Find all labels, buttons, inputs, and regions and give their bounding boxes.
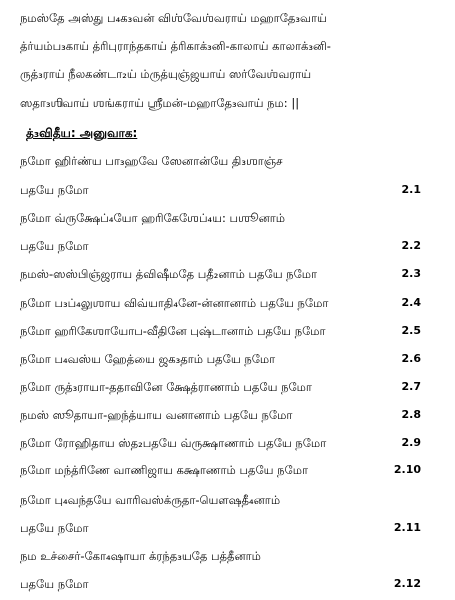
verse-line: நமோ ஹிர்ண்ய பா₃ஹவே ஸேனான்யே தி₃ஶாஞ்ச: [20, 154, 283, 168]
verse-line: நமோ பு₄வந்தயே வாரிவஸ்க்ருதா-யௌஷதீ₄னாம்: [20, 493, 281, 507]
verse-line: நமோ ருத்₃ராயா-ததாவினே க்ஷேத்ராணாம் பதயே நமோ: [20, 380, 312, 394]
verse-number: 2.7: [401, 380, 421, 393]
verse-number: 2.10: [393, 463, 421, 476]
verse-line: நமஸ் ஸூதாயா-ஹந்த்யாய வனானாம் பதயே நமோ: [20, 408, 293, 422]
verse-line: நம உச்சைர்-கோ₄ஷாயா க்ரந்த₃யதே பத்தீனாம்: [20, 549, 261, 563]
verse-number: 2.11: [393, 521, 421, 534]
verse-number: 2.9: [401, 436, 421, 449]
verse-line: பதயே நமோ: [20, 521, 89, 535]
verse-line: நமோ ஹரிகேஶாயோப-வீதினே புஷ்டானாம் பதயே நமோ: [20, 324, 326, 338]
section-heading: த்₃விதீய: அனுவாக:: [26, 126, 138, 140]
verse-number: 2.1: [401, 183, 421, 196]
verse-line: பதயே நமோ: [20, 183, 89, 197]
verse-line: நமோ ப₄வஸ்ய ஹேத்யை ஜக₃தாம் பதயே நமோ: [20, 352, 276, 366]
verse-number: 2.8: [401, 408, 421, 421]
verse-line: நமோ மந்த்ரிணே வாணிஜாய கக்ஷாணாம் பதயே நமோ: [20, 463, 308, 477]
verse-number: 2.12: [393, 577, 421, 590]
verse-line: நமோ ரோஹிதாய ஸ்த₂பதயே வ்ருக்ஷாணாம் பதயே நமோ: [20, 436, 327, 450]
intro-line: ருத்₃ராய் நீலகண்டா₂ய் ம்ருத்யுஞ்ஜயாய் ஸர்வேஶ்வராய்: [20, 67, 312, 81]
verse-number: 2.5: [401, 324, 421, 337]
verse-line: பதயே நமோ: [20, 239, 89, 253]
verse-line: பதயே நமோ: [20, 577, 89, 591]
intro-line: நமஸ்தே அஸ்து ப₄க₃வன் விஶ்வேஶ்வராய் மஹாதே₃வாய்: [20, 11, 327, 25]
verse-line: நமோ ப₃ப்₄லுஶாய விவ்யாதி₄னே-ன்னானாம் பதயே நமோ: [20, 296, 329, 310]
verse-line: நமஸ்-ஸஸ்பிஞ்ஜராய த்விஷீமதே பதீ₂னாம் பதயே நமோ: [20, 267, 318, 281]
verse-number: 2.2: [401, 239, 421, 252]
verse-number: 2.3: [401, 267, 421, 280]
intro-line: த்ர்யம்ப₃காய் த்ரிபுராந்தகாய் த்ரிகாக்₃னி-காலாய் காலாக்₃னி-: [20, 39, 331, 53]
verse-number: 2.4: [401, 296, 421, 309]
intro-line: ஸதா₃ஶிவாய் ஶங்கராய் ஶ்ரீமன்-மஹாதே₃வாய் நம: ||: [20, 96, 300, 110]
verse-line: நமோ வ்ருக்ஷேப்₄யோ ஹரிகேஶேப்₄ய: பஶூனாம்: [20, 211, 286, 225]
verse-number: 2.6: [401, 352, 421, 365]
